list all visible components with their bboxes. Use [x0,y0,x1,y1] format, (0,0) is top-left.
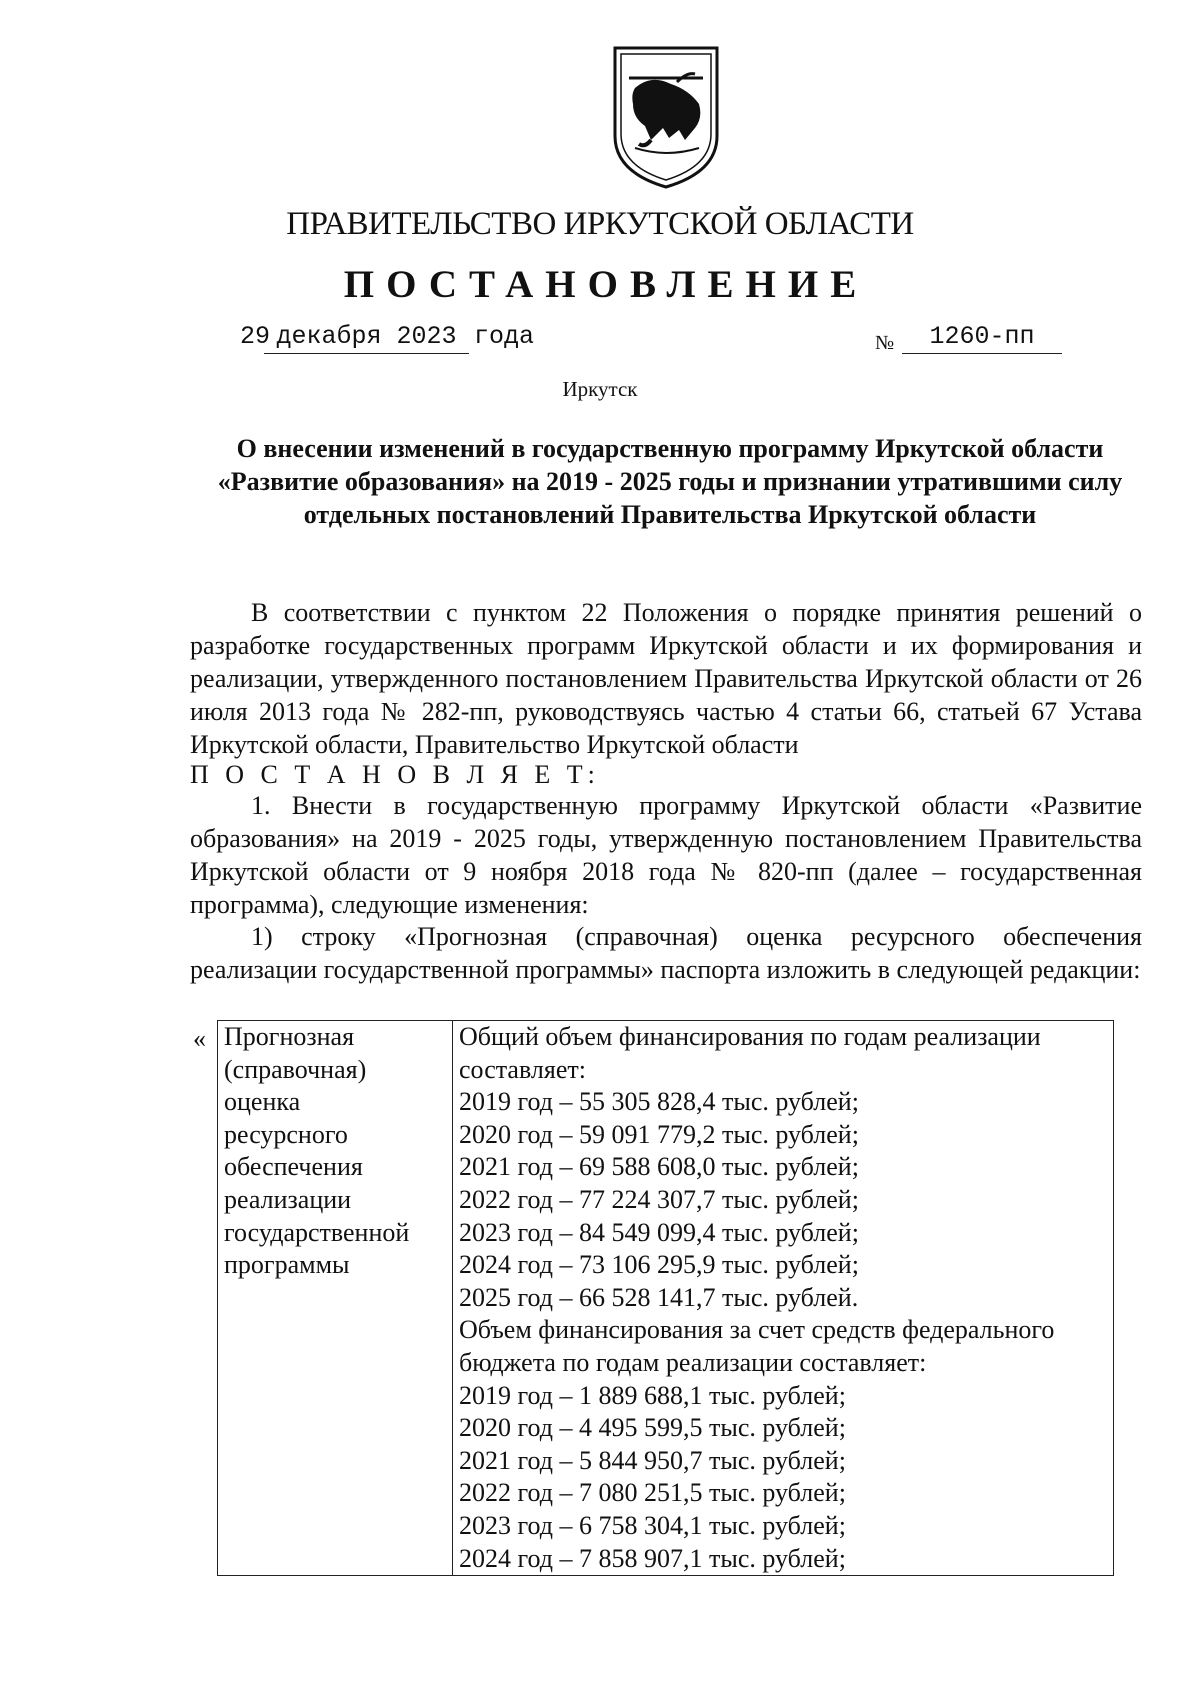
item-1-paragraph: 1. Внести в государственную программу Иркутской области «Развитие образования» на 2019 - 2025 годы, утвержденную постановлением Правительства Иркутской области от 9 ноября 2018 года № 820-пп (далее – государственная программа), следующие изменения: [190,791,1142,919]
open-quote: « [193,1024,206,1053]
total-year-line: 2023 год – 84 549 099,4 тыс. рублей; [459,1217,859,1247]
row-label-line: реализации [224,1184,352,1214]
row-label-line: Прогнозная [224,1022,355,1051]
date-month-year: декабря 2023 [264,322,469,354]
row-label-line: (справочная) [224,1054,367,1084]
federal-year-line: 2021 год – 5 844 950,7 тыс. рублей; [459,1445,846,1475]
city: Иркутск [562,377,638,401]
federal-year-line: 2023 год – 6 758 304,1 тыс. рублей; [459,1510,846,1540]
government-name: ПРАВИТЕЛЬСТВО ИРКУТСКОЙ ОБЛАСТИ [286,206,914,242]
decree-word: П О С Т А Н О В Л Я Е Т: [190,760,600,789]
document-title: О внесении изменений в государственную программу Иркутской области «Развитие образования» на 2019 - 2025 годы и признании утратившими силу отдельных постановлений Правительства Иркутской области [217,434,1123,529]
document-type: ПОСТАНОВЛЕНИЕ [343,263,869,306]
total-heading-line: Общий объем финансирования по годам реализации [459,1022,1041,1051]
date-suffix: года [474,322,535,351]
row-label-line: обеспечения [224,1152,363,1182]
federal-year-line: 2020 год – 4 495 599,5 тыс. рублей; [459,1413,846,1443]
row-label-line: программы [224,1250,350,1280]
financing-table [217,1020,1114,1576]
federal-year-line: 2024 год – 7 858 907,1 тыс. рублей; [459,1543,846,1573]
total-year-line: 2021 год – 69 588 608,0 тыс. рублей; [459,1152,859,1182]
federal-year-line: 2022 год – 7 080 251,5 тыс. рублей; [459,1478,846,1508]
federal-year-line: 2019 год – 1 889 688,1 тыс. рублей; [459,1380,846,1410]
total-year-line: 2022 год – 77 224 307,7 тыс. рублей; [459,1184,859,1214]
document-number: 1260-пп [902,322,1062,354]
total-heading-line: составляет: [459,1054,586,1084]
financing-values-cell [453,1021,1114,1576]
row-label-line: ресурсного [224,1119,348,1149]
total-year-line: 2019 год – 55 305 828,4 тыс. рублей; [459,1087,859,1117]
federal-heading-line: Объем финансирования за счет средств федерального [459,1315,1055,1345]
number-sign: № [875,332,895,354]
subitem-1-paragraph: 1) строку «Прогнозная (справочная) оценка ресурсного обеспечения реализации государственной программы» паспорта изложить в следующей редакции: [190,922,1142,984]
date-day: 29 [240,322,271,351]
coat-of-arms-emblem [611,44,721,190]
row-label-cell [218,1021,453,1576]
total-year-line: 2025 год – 66 528 141,7 тыс. рублей. [459,1282,859,1312]
row-label-line: оценка [224,1087,301,1117]
total-year-line: 2020 год – 59 091 779,2 тыс. рублей; [459,1119,859,1149]
row-label-line: государственной [224,1217,410,1247]
total-year-line: 2024 год – 73 106 295,9 тыс. рублей; [459,1250,859,1280]
federal-heading-line: бюджета по годам реализации составляет: [459,1347,927,1377]
table-row [218,1021,1114,1576]
preamble-paragraph: В соответствии с пунктом 22 Положения о порядке принятия решений о разработке государственных программ Иркутской области и их формирования и реализации, утвержденного постановлением Правительства Иркутской области от 26 июля 2013 года № 282-пп, руководствуясь частью 4 статьи 66, статьей 67 Устава Иркутской области, Правительство Иркутской области [190,598,1142,759]
